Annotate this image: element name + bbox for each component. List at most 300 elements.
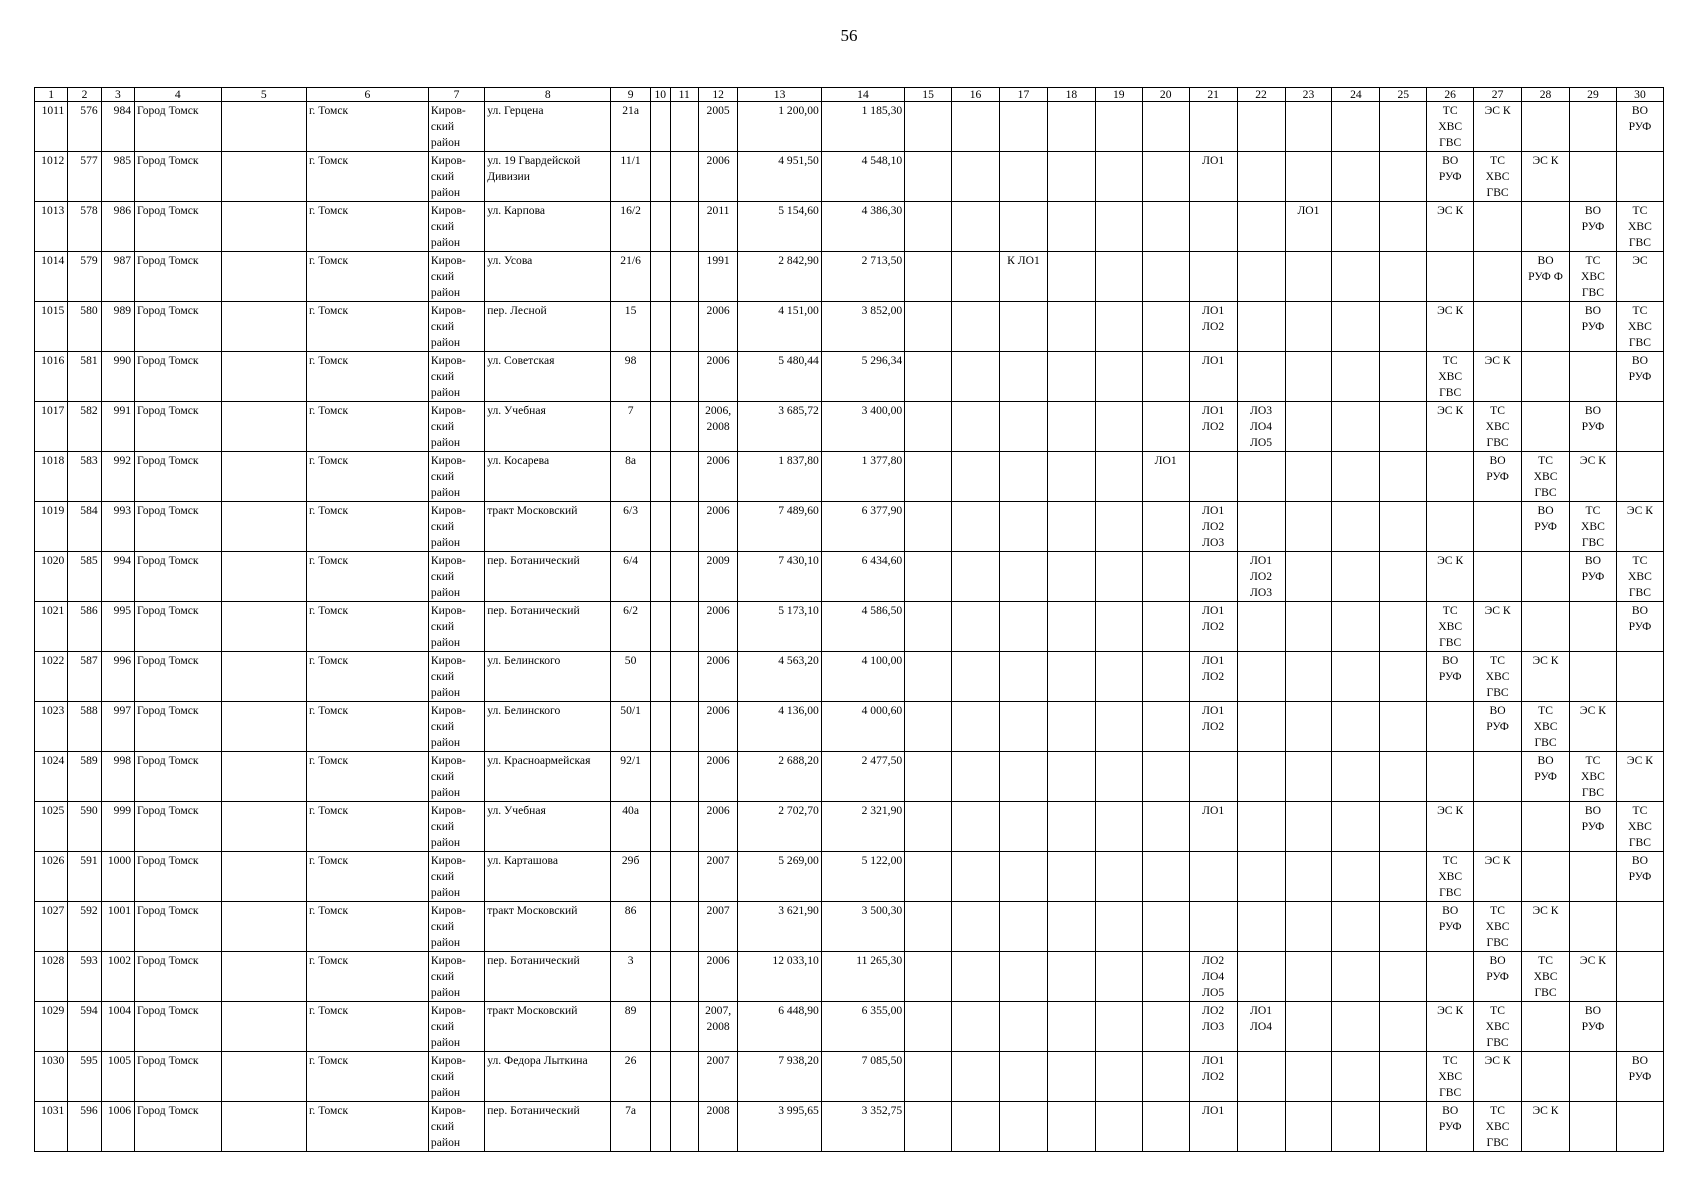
table-cell [1189,252,1237,302]
table-cell: г. Томск [306,302,428,352]
table-cell: 7 [611,402,651,452]
table-cell: ул. Карташова [485,852,611,902]
table-cell: ул. Герцена [485,102,611,152]
table-cell [1522,552,1570,602]
table-cell [1285,402,1332,452]
table-cell: 1027 [35,902,68,952]
table-row [35,1102,1664,1152]
table-cell [221,302,306,352]
table-cell: ЭС К [1427,402,1474,452]
table-cell [905,302,952,352]
table-cell: 589 [68,752,101,802]
table-cell: ЭС К [1522,902,1570,952]
table-cell: ТС ХВС ГВС [1474,652,1522,702]
table-cell [1095,452,1142,502]
table-cell [1570,1052,1617,1102]
table-cell: 596 [68,1102,101,1152]
table-cell [1237,902,1285,952]
table-row [35,652,1664,702]
table-cell [1285,802,1332,852]
table-cell [999,752,1047,802]
table-cell [1380,352,1427,402]
table-cell [650,402,670,452]
table-cell: ТС ХВС ГВС [1474,152,1522,202]
column-header: 10 [650,88,670,102]
table-cell [670,202,698,252]
table-cell: г. Томск [306,502,428,552]
table-cell: 2006 [698,502,738,552]
table-cell [1047,752,1095,802]
table-cell [670,252,698,302]
table-cell: 7а [611,1102,651,1152]
table-row [35,502,1664,552]
table-cell [952,452,1000,502]
table-cell: 2006 [698,302,738,352]
table-cell [1616,702,1663,752]
table-cell [1570,852,1617,902]
table-cell: 1019 [35,502,68,552]
table-cell [1380,1052,1427,1102]
table-cell [1095,752,1142,802]
table-cell [1285,902,1332,952]
table-cell [1237,802,1285,852]
table-cell: ТС ХВС ГВС [1522,452,1570,502]
column-header: 19 [1095,88,1142,102]
table-cell [1616,652,1663,702]
table-cell [1285,102,1332,152]
table-cell: 1000 [101,852,134,902]
table-cell: 986 [101,202,134,252]
table-cell: 1012 [35,152,68,202]
table-cell [1142,502,1189,552]
table-cell: 1016 [35,352,68,402]
table-cell [1522,352,1570,402]
table-cell [1616,152,1663,202]
table-row [35,1052,1664,1102]
table-cell: 576 [68,102,101,152]
table-cell: Киров- ский район [428,952,484,1002]
table-cell: 3 685,72 [738,402,821,452]
table-cell [1522,202,1570,252]
table-cell: ТС ХВС ГВС [1570,252,1617,302]
table-cell: 8а [611,452,651,502]
table-cell: 1024 [35,752,68,802]
table-cell: ул. Белинского [485,652,611,702]
table-cell [952,602,1000,652]
table-cell: ЛО2 ЛО4 ЛО5 [1189,952,1237,1002]
table-cell [670,702,698,752]
table-cell [1095,152,1142,202]
table-cell: 26 [611,1052,651,1102]
table-cell: 2 702,70 [738,802,821,852]
table-cell [1095,952,1142,1002]
table-cell [905,102,952,152]
table-cell: 3 500,30 [821,902,904,952]
table-cell: ТС ХВС ГВС [1427,102,1474,152]
table-cell: 1001 [101,902,134,952]
table-cell: ВО РУФ [1427,652,1474,702]
table-cell: ЭС К [1427,552,1474,602]
table-cell: 997 [101,702,134,752]
table-cell: ЭС К [1522,1102,1570,1152]
table-cell: 16/2 [611,202,651,252]
table-cell: ЛО1 [1189,802,1237,852]
table-cell: 1014 [35,252,68,302]
table-cell [1285,152,1332,202]
table-cell [1047,152,1095,202]
table-cell [1285,602,1332,652]
table-cell: ВО РУФ [1427,902,1474,952]
table-cell: 1026 [35,852,68,902]
table-cell: 591 [68,852,101,902]
table-cell [1332,602,1380,652]
table-cell: ВО РУФ [1616,1052,1663,1102]
table-cell [1047,102,1095,152]
table-cell: 989 [101,302,134,352]
table-cell [1332,302,1380,352]
table-cell: Город Томск [135,402,222,452]
table-cell [650,702,670,752]
table-cell [1285,752,1332,802]
table-cell [1522,602,1570,652]
table-cell: ЭС К [1570,702,1617,752]
table-cell: Город Томск [135,452,222,502]
table-cell [650,602,670,652]
table-cell: 1 837,80 [738,452,821,502]
table-cell: ТС ХВС ГВС [1616,302,1663,352]
table-cell: ЭС К [1522,652,1570,702]
table-cell: Город Томск [135,702,222,752]
table-cell: г. Томск [306,152,428,202]
table-cell [1142,1052,1189,1102]
table-cell [221,1002,306,1052]
table-cell [1237,102,1285,152]
table-cell [1570,152,1617,202]
table-cell: ТС ХВС ГВС [1474,1002,1522,1052]
table-cell: ВО РУФ [1474,952,1522,1002]
table-row [35,802,1664,852]
table-cell [1522,1052,1570,1102]
table-cell [1616,452,1663,502]
table-cell [1142,852,1189,902]
table-cell [905,152,952,202]
table-cell [1095,352,1142,402]
table-cell [1237,302,1285,352]
table-cell [1142,1102,1189,1152]
table-cell [670,602,698,652]
table-cell [905,752,952,802]
table-cell [952,852,1000,902]
table-cell: 1002 [101,952,134,1002]
table-row [35,452,1664,502]
table-cell: 21а [611,102,651,152]
table-cell: г. Томск [306,452,428,502]
column-header: 24 [1332,88,1380,102]
table-cell: 1 377,80 [821,452,904,502]
table-cell [1474,552,1522,602]
table-cell: 2006 [698,952,738,1002]
table-cell [1189,452,1237,502]
table-cell [1332,452,1380,502]
table-cell [1142,952,1189,1002]
table-cell [905,352,952,402]
table-cell [905,552,952,602]
table-cell [1570,602,1617,652]
table-cell: 40а [611,802,651,852]
table-cell: 592 [68,902,101,952]
table-cell [221,902,306,952]
table-cell: 15 [611,302,651,352]
table-cell: ул. Учебная [485,402,611,452]
table-cell: 590 [68,802,101,852]
table-cell: ЭС К [1427,302,1474,352]
table-cell: г. Томск [306,1002,428,1052]
table-cell: ЭС К [1427,202,1474,252]
table-cell [1047,702,1095,752]
table-cell: тракт Московский [485,902,611,952]
table-cell: 2 842,90 [738,252,821,302]
column-header: 6 [306,88,428,102]
table-cell [1237,702,1285,752]
table-cell [1570,902,1617,952]
table-cell: 1031 [35,1102,68,1152]
table-cell [1332,252,1380,302]
column-header: 8 [485,88,611,102]
table-cell: 1991 [698,252,738,302]
table-cell [1427,502,1474,552]
table-cell: 11/1 [611,152,651,202]
table-cell: Киров- ский район [428,1052,484,1102]
table-cell [1142,752,1189,802]
table-cell: ВО РУФ [1570,302,1617,352]
table-cell [999,802,1047,852]
table-cell [670,1002,698,1052]
table-cell [1332,1052,1380,1102]
table-cell: 2009 [698,552,738,602]
table-cell [221,202,306,252]
table-cell [670,852,698,902]
table-cell [1047,452,1095,502]
table-cell: ВО РУФ [1570,202,1617,252]
table-cell: г. Томск [306,352,428,402]
table-cell: 21/6 [611,252,651,302]
table-cell [952,252,1000,302]
table-cell [1570,652,1617,702]
table-cell: 992 [101,452,134,502]
table-cell: 2006 [698,452,738,502]
table-row [35,902,1664,952]
table-cell: ЛО1 [1189,1102,1237,1152]
table-cell [999,302,1047,352]
table-cell [905,602,952,652]
table-cell [1380,452,1427,502]
table-cell: ЛО1 [1189,152,1237,202]
table-cell: 2 477,50 [821,752,904,802]
table-cell [1616,952,1663,1002]
table-cell: 50/1 [611,702,651,752]
table-cell [1616,402,1663,452]
table-cell: ЛО1 ЛО4 [1237,1002,1285,1052]
table-cell [1095,1102,1142,1152]
table-cell: ЛО1 [1285,202,1332,252]
column-header: 1 [35,88,68,102]
column-header: 14 [821,88,904,102]
table-cell: 993 [101,502,134,552]
table-cell [1047,602,1095,652]
table-cell [1332,402,1380,452]
table-cell: 586 [68,602,101,652]
table-cell [650,1002,670,1052]
table-cell: 2006 [698,702,738,752]
table-cell: 2006 [698,602,738,652]
table-cell: Город Томск [135,802,222,852]
column-header: 7 [428,88,484,102]
table-cell [1332,552,1380,602]
table-cell [650,502,670,552]
table-cell [1237,602,1285,652]
table-cell: г. Томск [306,802,428,852]
table-cell: 86 [611,902,651,952]
table-cell: ВО РУФ [1427,1102,1474,1152]
table-cell: Киров- ский район [428,652,484,702]
table-cell: Город Томск [135,352,222,402]
table-cell [1616,1102,1663,1152]
table-cell: Город Томск [135,902,222,952]
table-cell: 4 136,00 [738,702,821,752]
table-cell [952,502,1000,552]
table-cell: 588 [68,702,101,752]
table-cell: К ЛО1 [999,252,1047,302]
table-cell [221,552,306,602]
table-cell [221,1052,306,1102]
table-cell: ЭС К [1474,352,1522,402]
table-cell [1570,352,1617,402]
table-cell: ЭС К [1474,852,1522,902]
table-cell: 580 [68,302,101,352]
table-cell [1332,202,1380,252]
table-cell [221,652,306,702]
table-cell [650,552,670,602]
table-cell: 6 355,00 [821,1002,904,1052]
column-header: 30 [1616,88,1663,102]
table-cell: ТС ХВС ГВС [1570,752,1617,802]
table-cell: ЛО1 ЛО2 ЛО3 [1189,502,1237,552]
table-cell: 1025 [35,802,68,852]
table-cell [221,402,306,452]
table-cell [999,102,1047,152]
table-cell: 4 151,00 [738,302,821,352]
table-cell [1047,1002,1095,1052]
table-cell: ЛО1 ЛО2 [1189,702,1237,752]
table-cell [1380,402,1427,452]
column-header: 27 [1474,88,1522,102]
table-cell [1237,1052,1285,1102]
table-cell: 2006 [698,802,738,852]
table-cell: 3 [611,952,651,1002]
table-cell [1332,802,1380,852]
table-cell: Киров- ский район [428,452,484,502]
table-cell: 5 173,10 [738,602,821,652]
column-header: 4 [135,88,222,102]
table-cell [1237,252,1285,302]
table-cell [1522,402,1570,452]
table-cell: г. Томск [306,252,428,302]
table-cell [221,152,306,202]
table-header-row [35,88,1664,102]
table-cell [1380,302,1427,352]
column-header: 3 [101,88,134,102]
table-cell [999,902,1047,952]
table-cell: ТС ХВС ГВС [1427,852,1474,902]
table-cell [999,952,1047,1002]
table-row [35,752,1664,802]
table-cell: 50 [611,652,651,702]
table-cell: 2007, 2008 [698,1002,738,1052]
table-cell: 4 563,20 [738,652,821,702]
table-cell [1522,1002,1570,1052]
table-cell [1047,502,1095,552]
table-cell [905,1102,952,1152]
table-cell: ЛО1 [1189,352,1237,402]
table-cell: ЛО1 ЛО2 ЛО3 [1237,552,1285,602]
table-cell: Киров- ский район [428,852,484,902]
table-cell [1237,152,1285,202]
table-cell [650,152,670,202]
table-cell: г. Томск [306,402,428,452]
table-cell [1095,402,1142,452]
table-cell: ТС ХВС ГВС [1427,1052,1474,1102]
table-cell [999,702,1047,752]
table-cell: 1013 [35,202,68,252]
table-cell [1142,352,1189,402]
table-cell [1095,502,1142,552]
table-cell [670,652,698,702]
table-cell [999,1002,1047,1052]
table-cell [1285,702,1332,752]
table-cell [1237,452,1285,502]
column-header: 2 [68,88,101,102]
table-cell: 1030 [35,1052,68,1102]
column-header: 21 [1189,88,1237,102]
table-cell [1047,652,1095,702]
table-cell [1332,902,1380,952]
table-cell: ул. Косарева [485,452,611,502]
table-cell: ЭС К [1427,802,1474,852]
table-cell: ВО РУФ [1474,702,1522,752]
table-cell [1047,352,1095,402]
table-cell: 1 185,30 [821,102,904,152]
column-header: 15 [905,88,952,102]
table-cell: ЭС К [1570,452,1617,502]
table-cell: 4 386,30 [821,202,904,252]
table-cell [1142,902,1189,952]
table-cell: 984 [101,102,134,152]
table-cell [999,202,1047,252]
table-cell: ЛО1 [1142,452,1189,502]
table-cell: ЛО3 ЛО4 ЛО5 [1237,402,1285,452]
table-cell [1285,502,1332,552]
table-cell [1095,852,1142,902]
table-cell: ТС ХВС ГВС [1616,552,1663,602]
table-cell [999,602,1047,652]
table-cell [952,1052,1000,1102]
column-header: 22 [1237,88,1285,102]
table-cell [1095,1052,1142,1102]
table-cell [1142,652,1189,702]
table-cell [1047,1052,1095,1102]
table-cell [650,902,670,952]
table-cell [670,902,698,952]
